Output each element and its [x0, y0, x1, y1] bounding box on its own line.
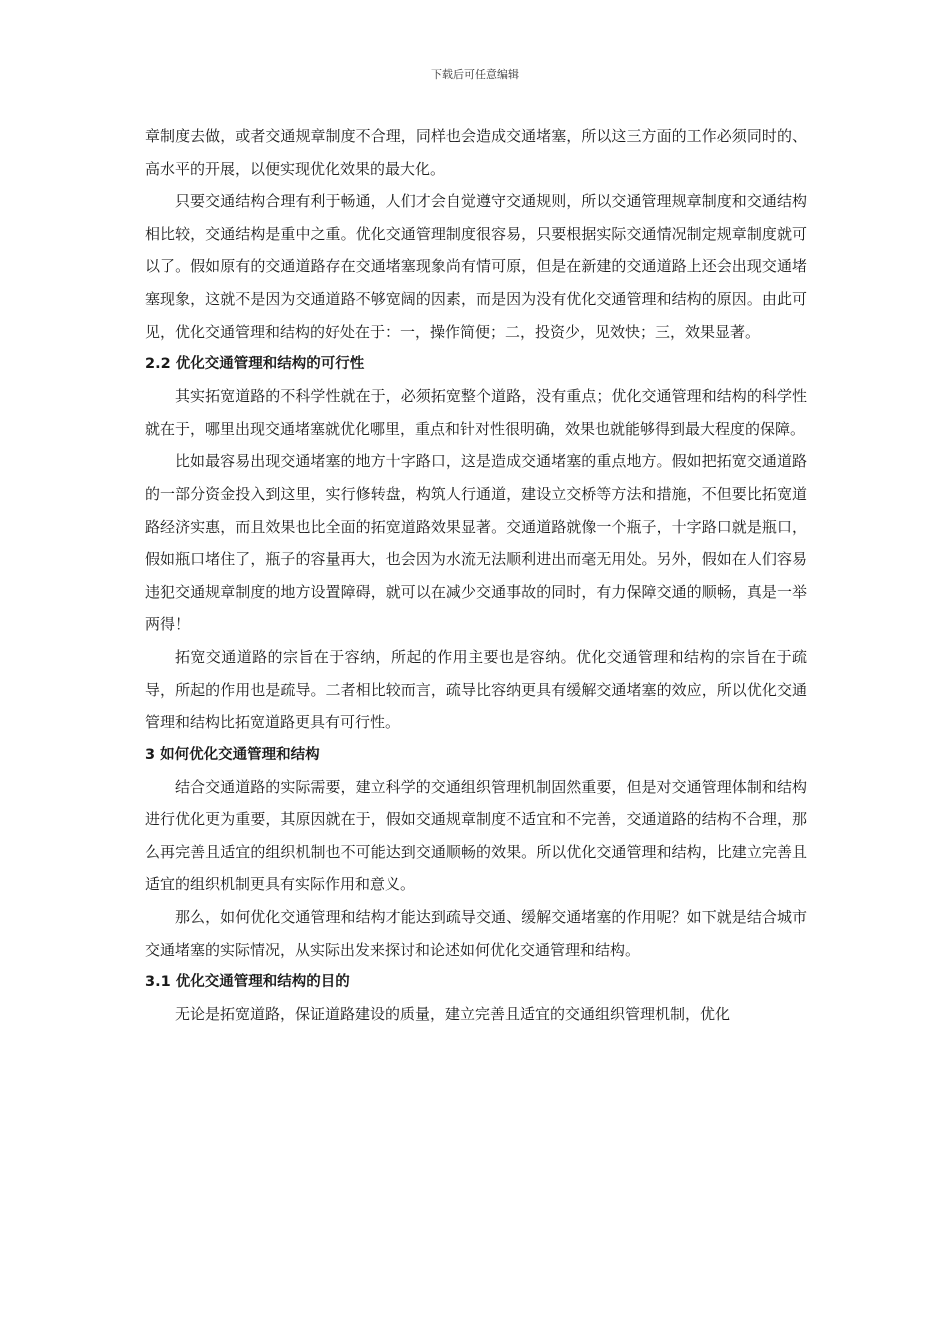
paragraph-traffic-structure: 只要交通结构合理有利于畅通，人们才会自觉遵守交通规则，所以交通管理规章制度和交通结构相比较，交通结构是重中之重。优化交通管理制度很容易，只要根据实际交通情况制定规章制度就可以了。假如原有的交通道路存在交通堵塞现象尚有情可原，但是在新建的交通道路上还会出现交通堵塞现象，这就不是因为交通道路不够宽阔的因素，而是因为没有优化交通管理和结构的原因。由此可见，优化交通管理和结构的好处在于：一，操作简便；二，投资少，见效快；三，效果显著。	[145, 192, 807, 341]
section-heading-3-1: 3.1 优化交通管理和结构的目的	[145, 974, 350, 991]
paragraph-intersection: 比如最容易出现交通堵塞的地方十字路口，这是造成交通堵塞的重点地方。假如把拓宽交通道路的一部分资金投入到这里，实行修转盘，构筑人行通道，建设立交桥等方法和措施，不但要比拓宽道路经济实惠，而且效果也比全面的拓宽道路效果显著。交通道路就像一个瓶子，十字路口就是瓶口，假如瓶口堵住了，瓶子的容量再大，也会因为水流无法顺利进出而毫无用处。另外，假如在人们容易违犯交通规章制度的地方设置障碍，就可以在减少交通事故的同时，有力保障交通的顺畅，真是一举两得！	[145, 452, 807, 634]
paragraph-purpose: 无论是拓宽道路，保证道路建设的质量，建立完善且适宜的交通组织管理机制，优化	[175, 1005, 731, 1024]
paragraph-dredge-vs-contain: 拓宽交通道路的宗旨在于容纳，所起的作用主要也是容纳。优化交通管理和结构的宗旨在于疏导，所起的作用也是疏导。二者相比较而言，疏导比容纳更具有缓解交通堵塞的效应，所以优化交通管理和结构比拓宽道路更具有可行性。	[145, 647, 807, 732]
paragraph-road-widening: 其实拓宽道路的不科学性就在于，必须拓宽整个道路，没有重点；优化交通管理和结构的科学性就在于，哪里出现交通堵塞就优化哪里，重点和针对性很明确，效果也就能够得到最大程度的保障。	[145, 387, 807, 438]
document-body	[145, 120, 807, 1031]
paragraph-how-to-optimize: 那么，如何优化交通管理和结构才能达到疏导交通、缓解交通堵塞的作用呢？如下就是结合城市交通堵塞的实际情况，从实际出发来探讨和论述如何优化交通管理和结构。	[145, 908, 807, 959]
section-heading-2-2: 2.2 优化交通管理和结构的可行性	[145, 356, 365, 373]
paragraph-management-mechanism: 结合交通道路的实际需要，建立科学的交通组织管理机制固然重要，但是对交通管理体制和结构进行优化更为重要，其原因就在于，假如交通规章制度不适宜和不完善，交通道路的结构不合理，那么再完善且适宜的组织机制也不可能达到交通顺畅的效果。所以优化交通管理和结构，比建立完善且适宜的组织机制更具有实际作用和意义。	[145, 777, 807, 894]
page-header: 下载后可任意编辑	[431, 68, 519, 81]
section-heading-3: 3 如何优化交通管理和结构	[145, 746, 320, 763]
paragraph-continued: 章制度去做，或者交通规章制度不合理，同样也会造成交通堵塞，所以这三方面的工作必须同时的、高水平的开展，以便实现优化效果的最大化。	[145, 127, 807, 178]
